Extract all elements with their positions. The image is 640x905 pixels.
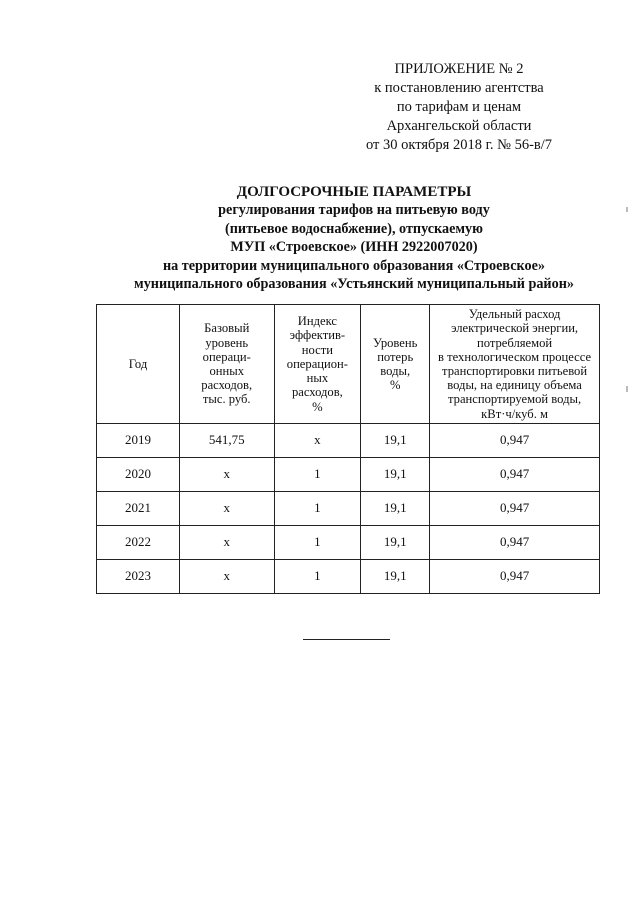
cell-year: 2022 xyxy=(97,526,180,560)
table-row xyxy=(97,492,600,526)
title-line: муниципального образования «Устьянский муниципальный район» xyxy=(134,276,574,293)
header-year: Год xyxy=(97,305,180,424)
cell-year: 2023 xyxy=(97,560,180,594)
appendix-date: от 30 октября 2018 г. № 56-в/7 xyxy=(365,137,553,153)
cell-efficiency-index: 1 xyxy=(274,526,361,560)
cell-year: 2021 xyxy=(97,492,180,526)
table-row xyxy=(97,458,600,492)
header-base-costs: Базовый уровень операци- онных расходов, тыс. руб. xyxy=(179,305,274,424)
cell-water-loss: 19,1 xyxy=(361,526,430,560)
cell-water-loss: 19,1 xyxy=(361,560,430,594)
cell-water-loss: 19,1 xyxy=(361,492,430,526)
cell-efficiency-index: 1 xyxy=(274,560,361,594)
cell-efficiency-index: 1 xyxy=(274,492,361,526)
scan-edge-mark xyxy=(626,207,628,212)
table-header-row xyxy=(97,305,600,424)
header-water-loss: Уровень потерь воды, % xyxy=(361,305,430,424)
parameters-table xyxy=(96,304,600,594)
cell-base-costs: х xyxy=(179,492,274,526)
cell-water-loss: 19,1 xyxy=(361,458,430,492)
appendix-line: Архангельской области xyxy=(386,118,532,134)
appendix-number: ПРИЛОЖЕНИЕ № 2 xyxy=(394,61,524,77)
title-line: МУП «Строевское» (ИНН 2922007020) xyxy=(230,239,478,256)
table-row xyxy=(97,424,600,458)
title-line: регулирования тарифов на питьевую воду xyxy=(218,202,490,219)
cell-energy-consumption: 0,947 xyxy=(430,492,600,526)
table-row xyxy=(97,560,600,594)
cell-base-costs: х xyxy=(179,526,274,560)
table-row xyxy=(97,526,600,560)
cell-base-costs: 541,75 xyxy=(179,424,274,458)
title-line: (питьевое водоснабжение), отпускаемую xyxy=(225,220,483,237)
appendix-block xyxy=(330,60,588,155)
header-energy-consumption: Удельный расход электрической энергии, потребляемой в технологическом процессе транспортировки питьевой воды, на единицу объема транспортируемой воды, кВт·ч/куб. м xyxy=(430,305,600,424)
header-efficiency-index: Индекс эффектив- ности операцион- ных расходов, % xyxy=(274,305,361,424)
end-of-document-rule xyxy=(303,639,390,640)
title-main: ДОЛГОСРОЧНЫЕ ПАРАМЕТРЫ xyxy=(236,184,472,200)
cell-energy-consumption: 0,947 xyxy=(430,458,600,492)
cell-efficiency-index: 1 xyxy=(274,458,361,492)
cell-energy-consumption: 0,947 xyxy=(430,560,600,594)
cell-year: 2020 xyxy=(97,458,180,492)
scan-edge-mark xyxy=(626,386,628,392)
cell-energy-consumption: 0,947 xyxy=(430,526,600,560)
appendix-line: к постановлению агентства xyxy=(374,80,544,96)
document-title xyxy=(96,183,612,293)
cell-efficiency-index: х xyxy=(274,424,361,458)
appendix-line: по тарифам и ценам xyxy=(396,99,522,115)
title-line: на территории муниципального образования «Строевское» xyxy=(162,257,546,274)
cell-water-loss: 19,1 xyxy=(361,424,430,458)
cell-energy-consumption: 0,947 xyxy=(430,424,600,458)
cell-base-costs: х xyxy=(179,458,274,492)
cell-year: 2019 xyxy=(97,424,180,458)
cell-base-costs: х xyxy=(179,560,274,594)
